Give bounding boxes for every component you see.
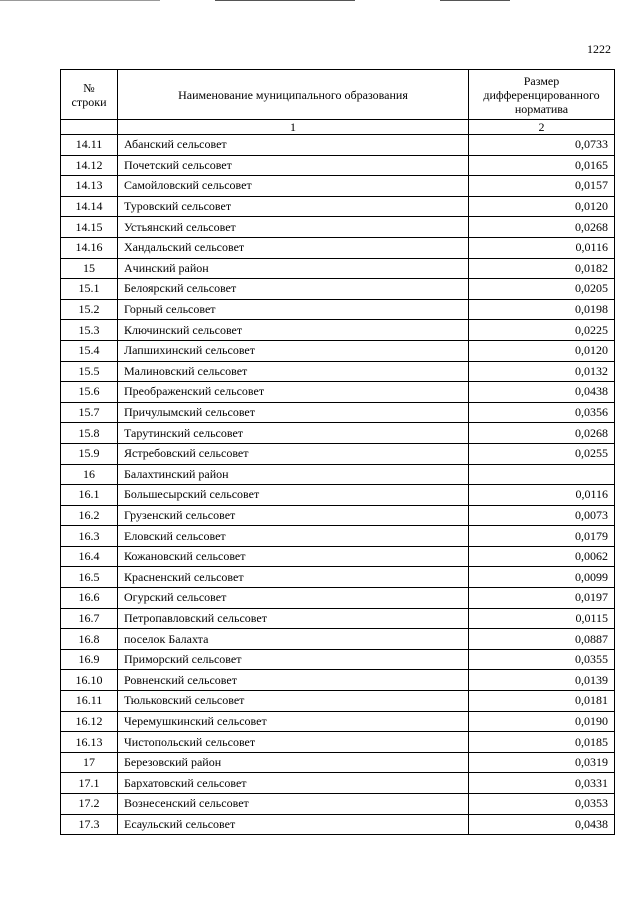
table-header-row <box>61 70 615 120</box>
normative-value-cell: 0,0319 <box>469 752 615 773</box>
normative-value-cell: 0,0115 <box>469 608 615 629</box>
row-number-cell: 16.13 <box>61 732 118 753</box>
scan-artifact-right <box>440 0 510 1</box>
municipality-name-cell: Самойловский сельсовет <box>118 176 469 197</box>
row-number-cell: 15.5 <box>61 361 118 382</box>
table-row <box>61 711 615 732</box>
table-row <box>61 814 615 835</box>
normative-value-cell <box>469 464 615 485</box>
normative-value-cell: 0,0355 <box>469 649 615 670</box>
header-municipality-name: Наименование муниципального образования <box>118 70 469 120</box>
municipality-name-cell: Почетский сельсовет <box>118 155 469 176</box>
municipality-name-cell: Есаульский сельсовет <box>118 814 469 835</box>
normative-value-cell: 0,0062 <box>469 546 615 567</box>
municipality-name-cell: Ровненский сельсовет <box>118 670 469 691</box>
row-number-cell: 16.11 <box>61 691 118 712</box>
municipality-name-cell: Преображенский сельсовет <box>118 382 469 403</box>
municipality-name-cell: Ястребовский сельсовет <box>118 443 469 464</box>
row-number-cell: 14.12 <box>61 155 118 176</box>
row-number-cell: 15.7 <box>61 402 118 423</box>
table-row <box>61 732 615 753</box>
municipality-name-cell: Красненский сельсовет <box>118 567 469 588</box>
table-row <box>61 402 615 423</box>
table-body <box>61 135 615 835</box>
index-cell-value: 2 <box>469 120 615 135</box>
row-number-cell: 16.2 <box>61 505 118 526</box>
municipality-name-cell: Еловский сельсовет <box>118 526 469 547</box>
row-number-cell: 15.3 <box>61 320 118 341</box>
municipality-name-cell: поселок Балахта <box>118 629 469 650</box>
municipality-name-cell: Малиновский сельсовет <box>118 361 469 382</box>
table-row <box>61 567 615 588</box>
table-row <box>61 196 615 217</box>
municipality-name-cell: Петропавловский сельсовет <box>118 608 469 629</box>
table-row <box>61 237 615 258</box>
row-number-cell: 15.4 <box>61 340 118 361</box>
normative-value-cell: 0,0438 <box>469 814 615 835</box>
table-row <box>61 135 615 156</box>
municipality-name-cell: Чистопольский сельсовет <box>118 732 469 753</box>
row-number-cell: 14.14 <box>61 196 118 217</box>
normative-value-cell: 0,0120 <box>469 340 615 361</box>
row-number-cell: 14.11 <box>61 135 118 156</box>
table-row <box>61 423 615 444</box>
normative-value-cell: 0,0182 <box>469 258 615 279</box>
normative-value-cell: 0,0438 <box>469 382 615 403</box>
row-number-cell: 15 <box>61 258 118 279</box>
row-number-cell: 16.5 <box>61 567 118 588</box>
row-number-cell: 15.1 <box>61 279 118 300</box>
index-cell-empty <box>61 120 118 135</box>
table-row <box>61 691 615 712</box>
normative-value-cell: 0,0157 <box>469 176 615 197</box>
municipality-name-cell: Абанский сельсовет <box>118 135 469 156</box>
table-row <box>61 361 615 382</box>
normative-value-cell: 0,0198 <box>469 299 615 320</box>
municipality-name-cell: Огурский сельсовет <box>118 588 469 609</box>
normative-value-cell: 0,0139 <box>469 670 615 691</box>
row-number-cell: 16.9 <box>61 649 118 670</box>
normative-value-cell: 0,0197 <box>469 588 615 609</box>
normative-value-cell: 0,0225 <box>469 320 615 341</box>
municipality-name-cell: Березовский район <box>118 752 469 773</box>
table-row <box>61 752 615 773</box>
municipality-name-cell: Горный сельсовет <box>118 299 469 320</box>
index-cell-name: 1 <box>118 120 469 135</box>
table-index-row <box>61 120 615 135</box>
municipality-name-cell: Тарутинский сельсовет <box>118 423 469 444</box>
table-row <box>61 176 615 197</box>
table-row <box>61 217 615 238</box>
normative-value-cell: 0,0887 <box>469 629 615 650</box>
row-number-cell: 14.15 <box>61 217 118 238</box>
normative-value-cell: 0,0073 <box>469 505 615 526</box>
row-number-cell: 16.6 <box>61 588 118 609</box>
page-number: 1222 <box>587 42 611 56</box>
table-row <box>61 155 615 176</box>
table-row <box>61 526 615 547</box>
table-row <box>61 546 615 567</box>
row-number-cell: 15.6 <box>61 382 118 403</box>
normative-value-cell: 0,0181 <box>469 691 615 712</box>
municipality-name-cell: Туровский сельсовет <box>118 196 469 217</box>
row-number-cell: 14.13 <box>61 176 118 197</box>
normative-value-cell: 0,0268 <box>469 217 615 238</box>
row-number-cell: 16.4 <box>61 546 118 567</box>
table-row <box>61 443 615 464</box>
municipality-name-cell: Хандальский сельсовет <box>118 237 469 258</box>
table-row <box>61 258 615 279</box>
normative-value-cell: 0,0353 <box>469 794 615 815</box>
row-number-cell: 16.10 <box>61 670 118 691</box>
row-number-cell: 17.3 <box>61 814 118 835</box>
municipality-name-cell: Кожановский сельсовет <box>118 546 469 567</box>
normative-value-cell: 0,0132 <box>469 361 615 382</box>
normative-value-cell: 0,0116 <box>469 485 615 506</box>
table-row <box>61 773 615 794</box>
table-row <box>61 670 615 691</box>
table-row <box>61 588 615 609</box>
municipality-name-cell: Ачинский район <box>118 258 469 279</box>
normative-value-cell: 0,0190 <box>469 711 615 732</box>
municipality-name-cell: Причулымский сельсовет <box>118 402 469 423</box>
municipality-name-cell: Приморский сельсовет <box>118 649 469 670</box>
row-number-cell: 16 <box>61 464 118 485</box>
normative-value-cell: 0,0255 <box>469 443 615 464</box>
table-row <box>61 279 615 300</box>
table-row <box>61 649 615 670</box>
normative-value-cell: 0,0185 <box>469 732 615 753</box>
normative-value-cell: 0,0356 <box>469 402 615 423</box>
municipality-name-cell: Белоярский сельсовет <box>118 279 469 300</box>
table-row <box>61 382 615 403</box>
table-row <box>61 340 615 361</box>
header-normative-size: Размер дифференцированного норматива <box>469 70 615 120</box>
normative-value-cell: 0,0205 <box>469 279 615 300</box>
normative-value-cell: 0,0331 <box>469 773 615 794</box>
municipality-name-cell: Грузенский сельсовет <box>118 505 469 526</box>
table-row <box>61 505 615 526</box>
table-row <box>61 485 615 506</box>
row-number-cell: 16.7 <box>61 608 118 629</box>
row-number-cell: 17.2 <box>61 794 118 815</box>
scan-artifact-left <box>0 0 160 1</box>
norms-table <box>60 69 615 835</box>
municipality-name-cell: Тюльковский сельсовет <box>118 691 469 712</box>
table-row <box>61 464 615 485</box>
normative-value-cell: 0,0268 <box>469 423 615 444</box>
table-row <box>61 794 615 815</box>
municipality-name-cell: Лапшихинский сельсовет <box>118 340 469 361</box>
normative-value-cell: 0,0116 <box>469 237 615 258</box>
row-number-cell: 16.1 <box>61 485 118 506</box>
normative-value-cell: 0,0179 <box>469 526 615 547</box>
normative-value-cell: 0,0165 <box>469 155 615 176</box>
municipality-name-cell: Устьянский сельсовет <box>118 217 469 238</box>
municipality-name-cell: Черемушкинский сельсовет <box>118 711 469 732</box>
municipality-name-cell: Большесырский сельсовет <box>118 485 469 506</box>
table-row <box>61 608 615 629</box>
table-row <box>61 299 615 320</box>
header-row-number: № строки <box>61 70 118 120</box>
normative-value-cell: 0,0120 <box>469 196 615 217</box>
row-number-cell: 15.8 <box>61 423 118 444</box>
row-number-cell: 17.1 <box>61 773 118 794</box>
municipality-name-cell: Вознесенский сельсовет <box>118 794 469 815</box>
row-number-cell: 15.9 <box>61 443 118 464</box>
table-row <box>61 629 615 650</box>
row-number-cell: 16.12 <box>61 711 118 732</box>
row-number-cell: 14.16 <box>61 237 118 258</box>
municipality-name-cell: Балахтинский район <box>118 464 469 485</box>
row-number-cell: 17 <box>61 752 118 773</box>
table-row <box>61 320 615 341</box>
normative-value-cell: 0,0099 <box>469 567 615 588</box>
municipality-name-cell: Бархатовский сельсовет <box>118 773 469 794</box>
row-number-cell: 15.2 <box>61 299 118 320</box>
normative-value-cell: 0,0733 <box>469 135 615 156</box>
row-number-cell: 16.8 <box>61 629 118 650</box>
scan-artifact-mid <box>215 0 355 1</box>
municipality-name-cell: Ключинский сельсовет <box>118 320 469 341</box>
row-number-cell: 16.3 <box>61 526 118 547</box>
